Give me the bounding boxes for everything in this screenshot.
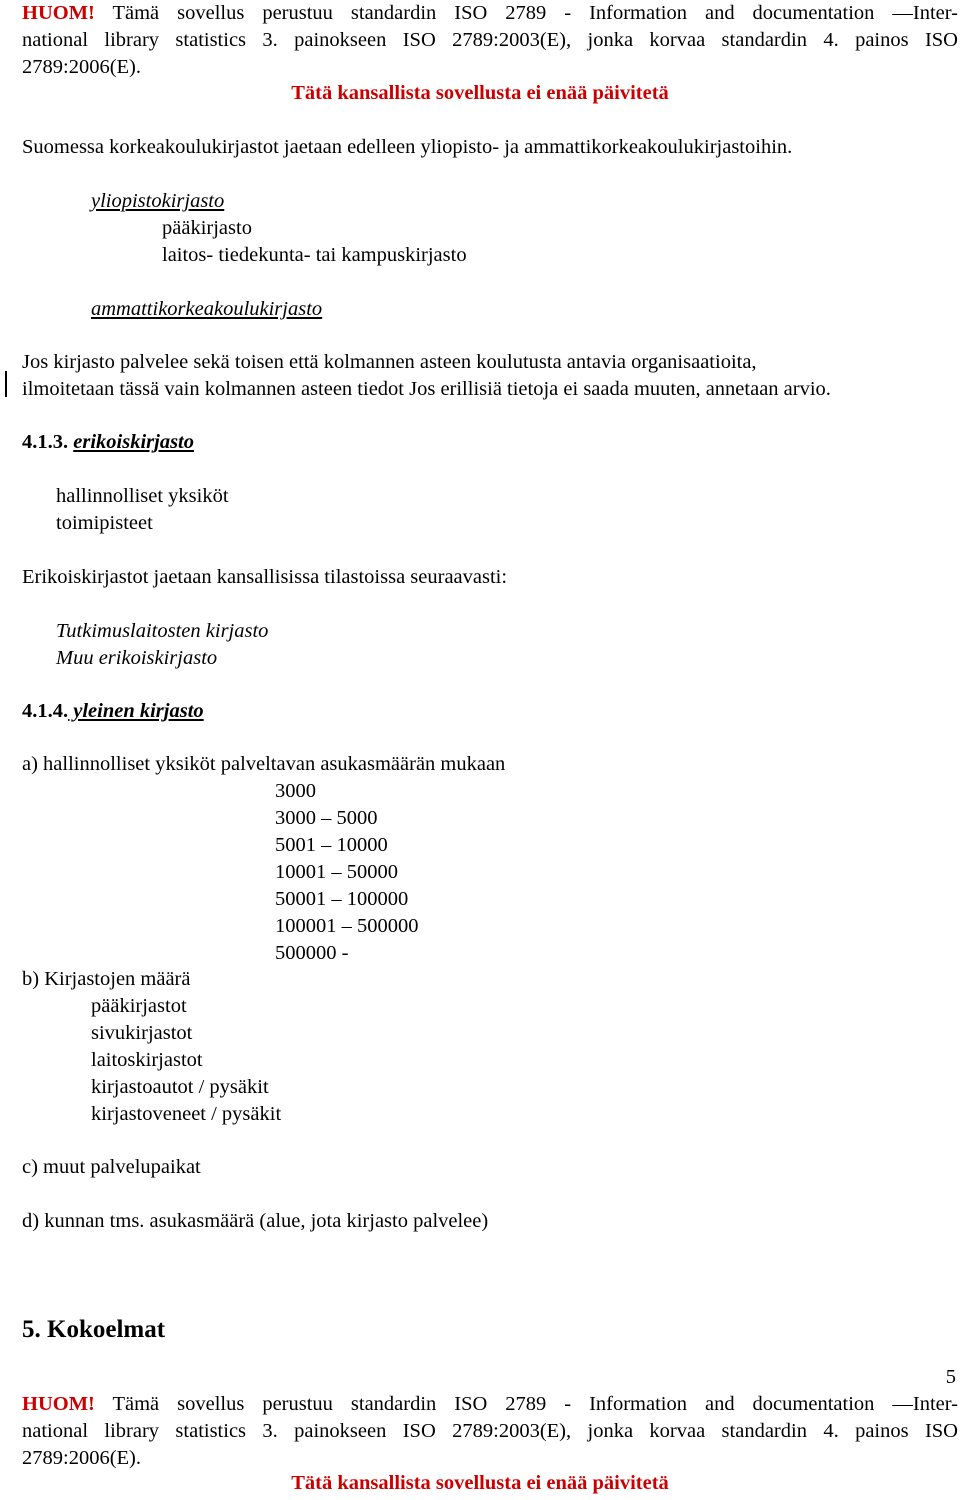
population-range: 3000 – 5000 bbox=[275, 807, 378, 829]
library-count-item: kirjastoautot / pysäkit bbox=[91, 1076, 269, 1098]
library-count-item: pääkirjastot bbox=[91, 995, 187, 1017]
notice-top-line-3: 2789:2006(E). bbox=[22, 56, 141, 78]
note-line-1: Jos kirjasto palvelee sekä toisen että kolmannen asteen koulutusta antavia organisaatioita, bbox=[22, 351, 757, 373]
special-type-research: Tutkimuslaitosten kirjasto bbox=[56, 620, 269, 642]
note-line-2: ilmoitetaan tässä vain kolmannen asteen tiedot Jos erillisiä tietoja ei saada muuten, annetaan arvio. bbox=[22, 378, 831, 400]
population-range: 5001 – 10000 bbox=[275, 834, 388, 856]
population-range: 100001 – 500000 bbox=[275, 915, 419, 937]
public-b-label: b) Kirjastojen määrä bbox=[22, 968, 191, 990]
population-range: 50001 – 100000 bbox=[275, 888, 409, 910]
university-item-department-library: laitos- tiedekunta- tai kampuskirjasto bbox=[162, 244, 467, 266]
public-library-title: yleinen kirjasto bbox=[68, 700, 204, 722]
university-item-main-library: pääkirjasto bbox=[162, 217, 252, 239]
intro-text: Suomessa korkeakoulukirjastot jaetaan edelleen yliopisto- ja ammattikorkeakoulukirjastoihin. bbox=[22, 136, 793, 158]
notice-top-not-updated: Tätä kansallista sovellusta ei enää päivitetä bbox=[291, 82, 669, 104]
public-a-label: a) hallinnolliset yksiköt palveltavan asukasmäärän mukaan bbox=[22, 753, 506, 775]
library-count-item: kirjastoveneet / pysäkit bbox=[91, 1103, 282, 1125]
population-range: 3000 bbox=[275, 780, 316, 802]
special-division-text: Erikoiskirjastot jaetaan kansallisissa tilastoissa seuraavasti: bbox=[22, 566, 508, 588]
page-number: 5 bbox=[945, 1366, 956, 1388]
section-5-heading: 5. Kokoelmat bbox=[22, 1316, 166, 1343]
notice-bottom-line-2: national library statistics 3. painokseen ISO 2789:2003(E), jonka korvaa standardin 4. painos ISO bbox=[22, 1420, 958, 1442]
public-library-heading bbox=[22, 698, 204, 725]
population-range: 500000 - bbox=[275, 942, 349, 964]
notice-bottom-line-1 bbox=[22, 1391, 958, 1418]
special-library-number: 4.1.3. bbox=[22, 431, 69, 453]
notice-bottom-not-updated: Tätä kansallista sovellusta ei enää päivitetä bbox=[291, 1472, 669, 1494]
special-item-service-points: toimipisteet bbox=[56, 512, 153, 534]
notice-bottom-line-1-text: Tämä sovellus perustuu standardin ISO 2789 - Information and documentation —Inter- bbox=[94, 1393, 958, 1415]
special-library-heading bbox=[22, 429, 194, 456]
polytechnic-library-heading: ammattikorkeakoulukirjasto bbox=[91, 298, 323, 320]
university-library-heading: yliopistokirjasto bbox=[91, 190, 225, 212]
special-item-administrative-units: hallinnolliset yksiköt bbox=[56, 485, 229, 507]
notice-top-line-1 bbox=[22, 0, 958, 27]
library-count-item: laitoskirjastot bbox=[91, 1049, 203, 1071]
notice-top-huom: HUOM! bbox=[22, 2, 95, 24]
notice-top-line-1-text: Tämä sovellus perustuu standardin ISO 2789 - Information and documentation —Inter- bbox=[94, 2, 958, 24]
library-count-item: sivukirjastot bbox=[91, 1022, 193, 1044]
population-range: 10001 – 50000 bbox=[275, 861, 398, 883]
public-library-number: 4.1.4. bbox=[22, 700, 69, 722]
notice-bottom-huom: HUOM! bbox=[22, 1393, 95, 1415]
notice-bottom-line-3: 2789:2006(E). bbox=[22, 1447, 141, 1469]
public-c-label: c) muut palvelupaikat bbox=[22, 1156, 201, 1178]
revision-bar bbox=[5, 371, 7, 397]
special-library-title: erikoiskirjasto bbox=[73, 431, 194, 453]
notice-top-line-2: national library statistics 3. painokseen ISO 2789:2003(E), jonka korvaa standardin 4. painos ISO bbox=[22, 29, 958, 51]
special-type-other: Muu erikoiskirjasto bbox=[56, 647, 218, 669]
public-d-label: d) kunnan tms. asukasmäärä (alue, jota kirjasto palvelee) bbox=[22, 1210, 489, 1232]
